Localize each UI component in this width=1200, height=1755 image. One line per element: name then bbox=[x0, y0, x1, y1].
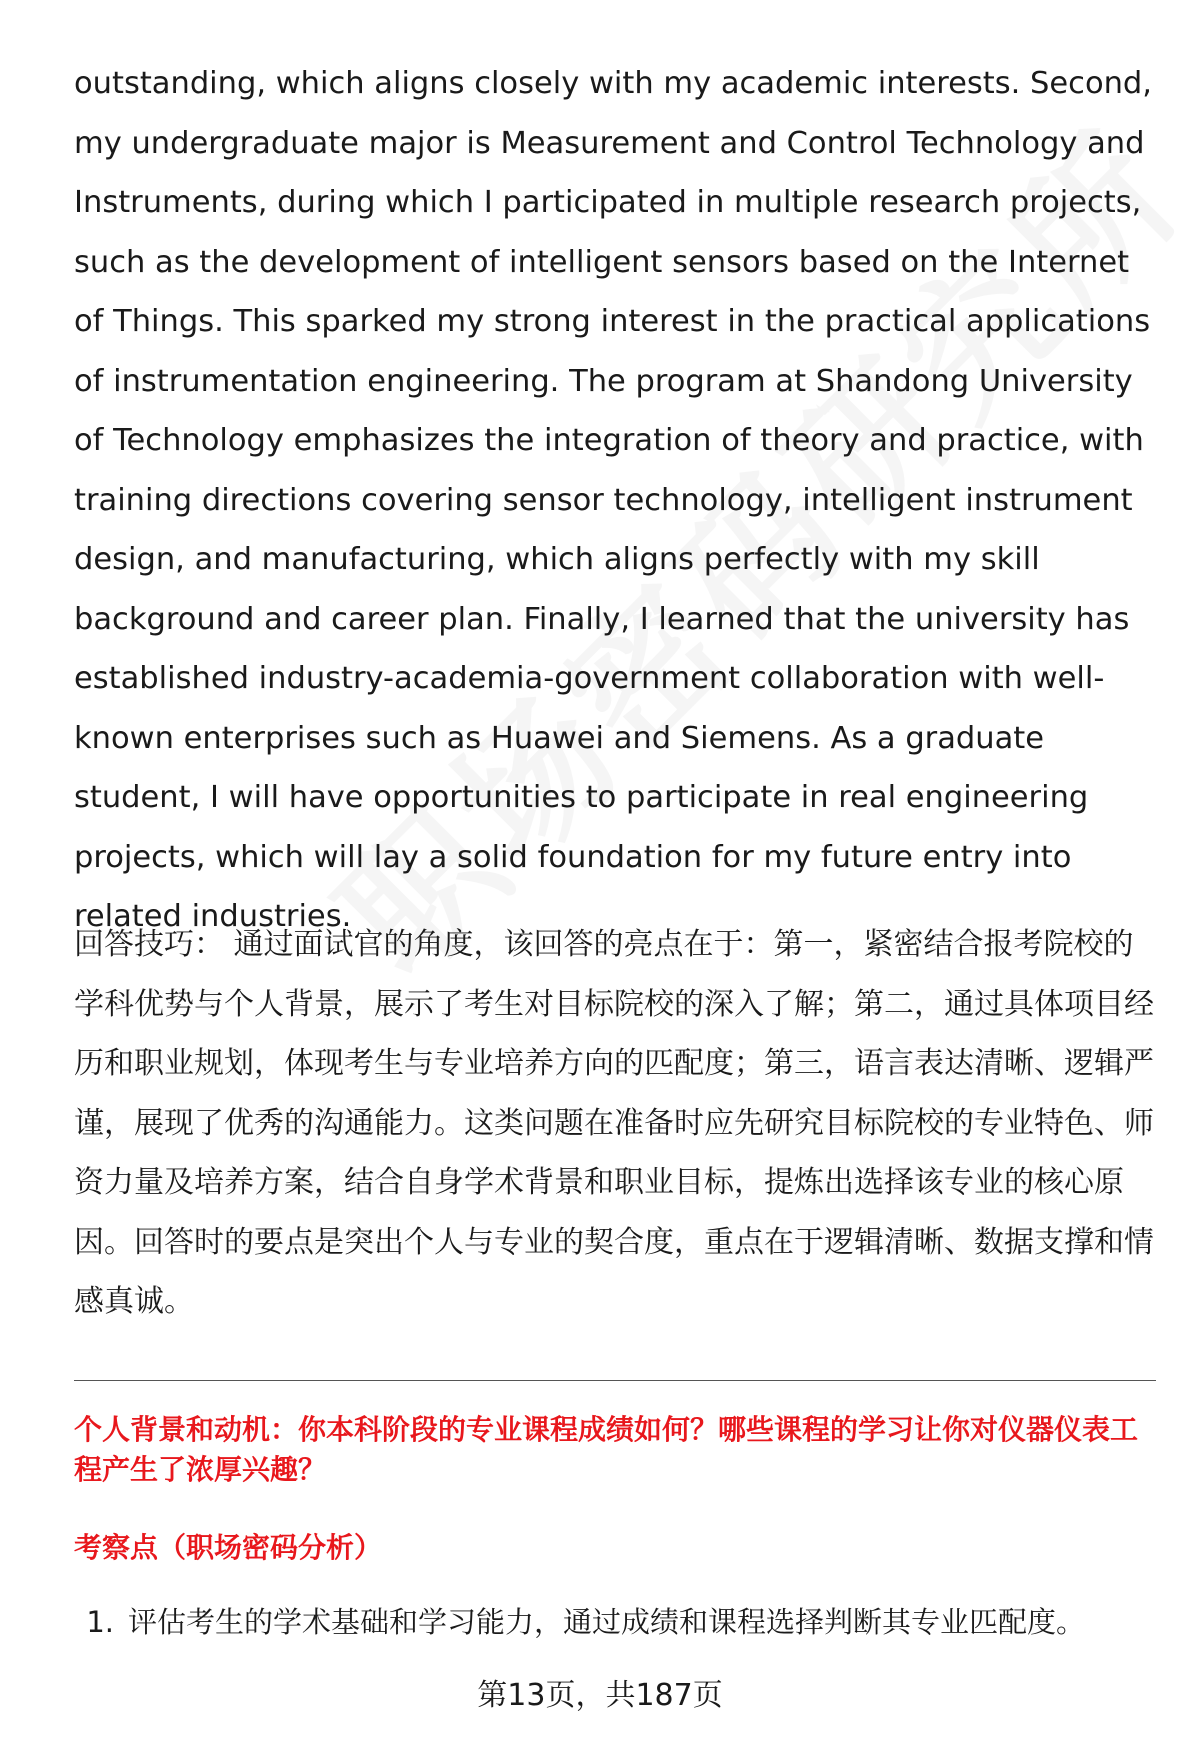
answer-english-paragraph: outstanding, which aligns closely with my academic interests. Second, my undergraduate major is Measurement and Control Technology and Instruments, during which I participated in multiple research projects, such as the development of intelligent sensors based on the Internet of Things. This sparked my strong interest in the practical applications of instrumentation engineering. The program at Shandong University of Technology emphasizes the integration of theory and practice, with training directions covering sensor technology, intelligent instrument design, and manufacturing, which aligns perfectly with my skill background and career plan. Finally, I learned that the university has established industry-academia-government collaboration with well-known enterprises such as Huawei and Siemens. As a graduate student, I will have opportunities to participate in real engineering projects, which will lay a solid foundation for my future entry into related industries. bbox=[74, 66, 1152, 934]
list-item-text: 评估考生的学术基础和学习能力，通过成绩和课程选择判断其专业匹配度。 bbox=[128, 1605, 1086, 1639]
answer-tips-paragraph bbox=[74, 915, 1160, 1332]
question-heading: 个人背景和动机：你本科阶段的专业课程成绩如何？哪些课程的学习让你对仪器仪表工程产生了浓厚兴趣？ bbox=[74, 1413, 1139, 1486]
tips-text: 通过面试官的角度，该回答的亮点在于：第一，紧密结合报考院校的学科优势与个人背景，展示了考生对目标院校的深入了解；第二，通过具体项目经历和职业规划，体现考生与专业培养方向的匹配度；第三，语言表达清晰、逻辑严谨，展现了优秀的沟通能力。这类问题在准备时应先研究目标院校的专业特色、师资力量及培养方案，结合自身学术背景和职业目标，提炼出选择该专业的核心原因。回答时的要点是突出个人与专业的契合度，重点在于逻辑清晰、数据支撑和情感真诚。 bbox=[74, 927, 1154, 1319]
tips-label: 回答技巧： bbox=[74, 927, 224, 962]
list-item bbox=[74, 1602, 1160, 1642]
analysis-heading: 考察点（职场密码分析） bbox=[74, 1531, 383, 1564]
page-number: 第13页，共187页 bbox=[477, 1678, 723, 1713]
analysis-point-list bbox=[74, 1602, 1160, 1642]
list-item-number: 1. bbox=[86, 1605, 114, 1639]
section-divider bbox=[74, 1380, 1156, 1381]
